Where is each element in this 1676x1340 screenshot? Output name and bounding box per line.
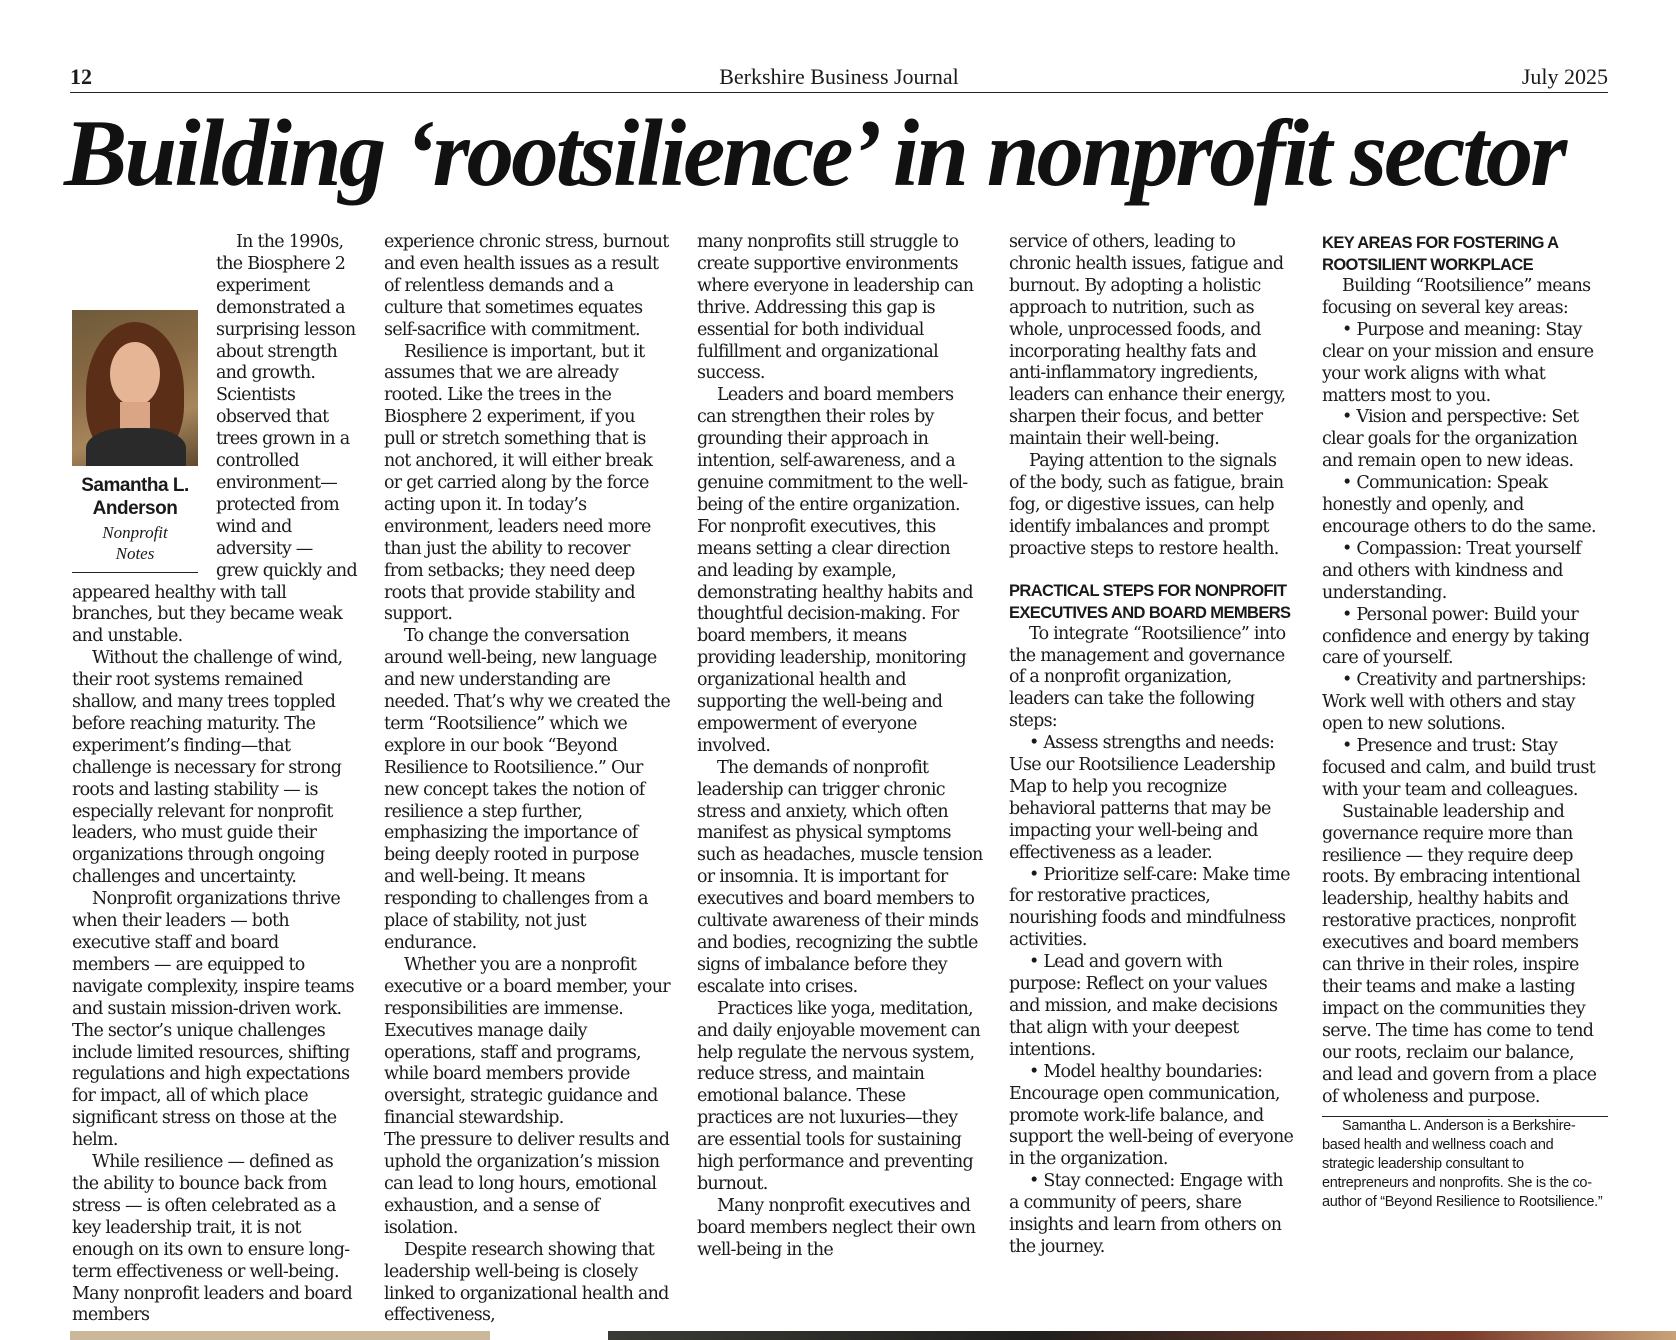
paragraph: To change the conversation around well-being, new language and new understanding are needed. That’s why we created the term “Rootsilience” which we explore in our book “Beyond Resilience to Rootsilience.” Our new concept takes the notion of resilience a step further, emphasizing the importance of being deeply rooted in purpose and well-being. It means responding to challenges from a place of stability, not just endurance. — [384, 626, 671, 953]
article-column-5 — [1322, 232, 1608, 1212]
page-number: 12 — [70, 64, 92, 89]
paragraph: While resilience — defined as the ability to bounce back from stress — is often celebrated as a key leadership trait, it is not enough on its own to ensure long-term effectiveness or well-being. Many nonprofit leaders and board members — [72, 1152, 352, 1326]
paragraph: many nonprofits still struggle to create supportive environments where everyone in leadership can thrive. Addressing this gap is essential for both individual fulfillment and organizational success. — [697, 232, 974, 384]
list-item: • Personal power: Build your confidence and energy by taking care of yourself. — [1322, 604, 1590, 669]
paragraph: experience chronic stress, burnout and even health issues as a result of relentless demands and a culture that sometimes equates self-sacrifice with commitment. — [384, 232, 669, 340]
article-column-3 — [697, 232, 983, 1262]
list-item: • Communication: Speak honestly and openly, and encourage others to do the same. — [1322, 473, 1596, 537]
paragraph: The demands of nonprofit leadership can trigger chronic stress and anxiety, which often manifest as physical symptoms such as headaches, muscle tension or insomnia. It is important for executives and board members to cultivate awareness of their minds and bodies, recognizing the subtle signs of imbalance before they escalate into crises. — [697, 757, 983, 997]
paragraph: Building “Rootsilience” means focusing on several key areas: — [1322, 276, 1591, 318]
author-name: Samantha L. Anderson — [81, 475, 189, 519]
paragraph: Despite research showing that leadership well-being is closely linked to organizational health and effectiveness, — [384, 1239, 669, 1326]
list-item: • Presence and trust: Stay focused and calm, and build trust with your team and colleagues. — [1322, 736, 1596, 800]
next-article-photo-left — [70, 1331, 490, 1340]
headline: Building ‘rootsilience’ in nonprofit sector — [64, 100, 1565, 206]
column-name-line2: Notes — [115, 544, 155, 563]
paragraph: service of others, leading to chronic health issues, fatigue and burnout. By adopting a holistic approach to nutrition, such as whole, unprocessed foods, and incorporating healthy fats and anti-inflammatory ingredients, leaders can enhance their energy, sharpen their focus, and better maintain their well-being. — [1009, 232, 1286, 450]
list-item: • Vision and perspective: Set clear goals for the organization and remain open to new ideas. — [1322, 407, 1579, 472]
list-item: • Lead and govern with purpose: Reflect on your values and mission, and make decisions that align with your deepest intentions. — [1009, 952, 1278, 1060]
paragraph: Whether you are a nonprofit executive or a board member, your responsibilities are immense. Executives manage daily operations, staff and programs, while board members provide oversight, strategic guidance and financial stewardship. — [384, 954, 670, 1129]
article-column-1 — [72, 232, 358, 1327]
next-article-photo-right — [608, 1331, 1676, 1340]
byline — [72, 310, 198, 573]
paragraph: The pressure to deliver results and uphold the organization’s mission can lead to long hours, emotional exhaustion, and a sense of isolation. — [384, 1130, 670, 1238]
paragraph: To integrate “Rootsilience” into the management and governance of a nonprofit organization, leaders can take the following steps: — [1009, 623, 1286, 732]
page-header — [70, 62, 1608, 93]
column-name-line1: Nonprofit — [102, 523, 168, 542]
paragraph: Nonprofit organizations thrive when their leaders — both executive staff and board members — are equipped to navigate complexity, inspire teams and sustain mission-driven work. The sector’s unique challenges include limited resources, shifting regulations and high expectations for impact, all of which place significant stress on those at the helm. — [72, 889, 354, 1151]
paragraph: Resilience is important, but it assumes that we are already rooted. Like the trees in the Biosphere 2 experiment, if you pull or stretch something that is not anchored, it will either break or get carried along by the force acting upon it. In today’s environment, leaders need more than just the ability to recover from setbacks; they need deep roots that provide stability and support. — [384, 341, 653, 625]
list-item: • Compassion: Treat yourself and others with kindness and understanding. — [1322, 538, 1581, 603]
paragraph: Leaders and board members can strengthen their roles by grounding their approach in intention, self-awareness, and a genuine commitment to the well-being of the entire organization. For nonprofit executives, this means setting a clear direction and leading by example, demonstrating healthy habits and thoughtful decision-making. For board members, it means providing leadership, monitoring organizational health and supporting the well-being and empowerment of everyone involved. — [697, 385, 973, 756]
paragraph: Many nonprofit executives and board members neglect their own well-being in the — [697, 1195, 976, 1260]
list-item: • Model healthy boundaries: Encourage open communication, promote work-life balance, and support the well-being of everyone in the organization. — [1009, 1061, 1294, 1170]
article-column-2 — [384, 232, 670, 1327]
paragraph: Without the challenge of wind, their root systems remained shallow, and many trees toppled before reaching maturity. The experiment’s finding—that challenge is necessary for strong roots and lasting stability — is especially relevant for nonprofit leaders, who must guide their organizations through ongoing challenges and uncertainty. — [72, 648, 343, 888]
list-item: • Stay connected: Engage with a community of peers, share insights and learn from others on the journey. — [1009, 1171, 1283, 1257]
article-column-4 — [1009, 232, 1295, 1259]
subhead-key-areas: KEY AREAS FOR FOSTERING A ROOTSILIENT WORKPLACE — [1322, 234, 1558, 274]
list-item: • Assess strengths and needs: Use our Rootsilience Leadership Map to help you recognize behavioral patterns that may be impacting your well-being and effectiveness as a leader. — [1009, 733, 1275, 863]
paragraph: Sustainable leadership and governance require more than resilience — they require deep roots. By embracing intentional leadership, healthy habits and restorative practices, nonprofit executives and board members can thrive in their roles, inspire their teams and make a lasting impact on the communities they serve. The time has come to tend our roots, reclaim our balance, and lead and govern from a place of wholeness and purpose. — [1322, 801, 1597, 1107]
issue-date: July 2025 — [1521, 64, 1608, 89]
publication-name: Berkshire Business Journal — [719, 64, 959, 89]
list-item: • Creativity and partnerships: Work well with others and stay open to new solutions. — [1322, 670, 1586, 735]
author-bio: Samantha L. Anderson is a Berkshire-based health and wellness coach and strategic leadership consultant to entrepreneurs and nonprofits. She is the co-author of “Beyond Resilience to Rootsilience.” — [1322, 1118, 1603, 1211]
paragraph: In the 1990s, the Biosphere 2 experiment demonstrated a surprising lesson about strength and growth. Scientists observed that trees grown in a controlled environment—protected from wind and adversity — grew quickly and appeared healthy with tall branches, but they became weak and unstable. — [72, 232, 357, 647]
byline-divider — [72, 572, 198, 573]
subhead-practical-steps: PRACTICAL STEPS FOR NONPROFIT EXECUTIVES AND BOARD MEMBERS — [1009, 581, 1291, 622]
list-item: • Prioritize self-care: Make time for restorative practices, nourishing foods and mindfulness activities. — [1009, 864, 1290, 951]
author-portrait-icon — [72, 310, 198, 466]
list-item: • Purpose and meaning: Stay clear on your mission and ensure your work aligns with what matters most to you. — [1322, 319, 1594, 406]
paragraph: Practices like yoga, meditation, and daily enjoyable movement can help regulate the nervous system, reduce stress, and maintain emotional balance. These practices are not luxuries—they are essential tools for sustaining high performance and preventing burnout. — [697, 998, 981, 1194]
paragraph: Paying attention to the signals of the body, such as fatigue, brain fog, or digestive issues, can help identify imbalances and prompt proactive steps to restore health. — [1009, 451, 1284, 559]
